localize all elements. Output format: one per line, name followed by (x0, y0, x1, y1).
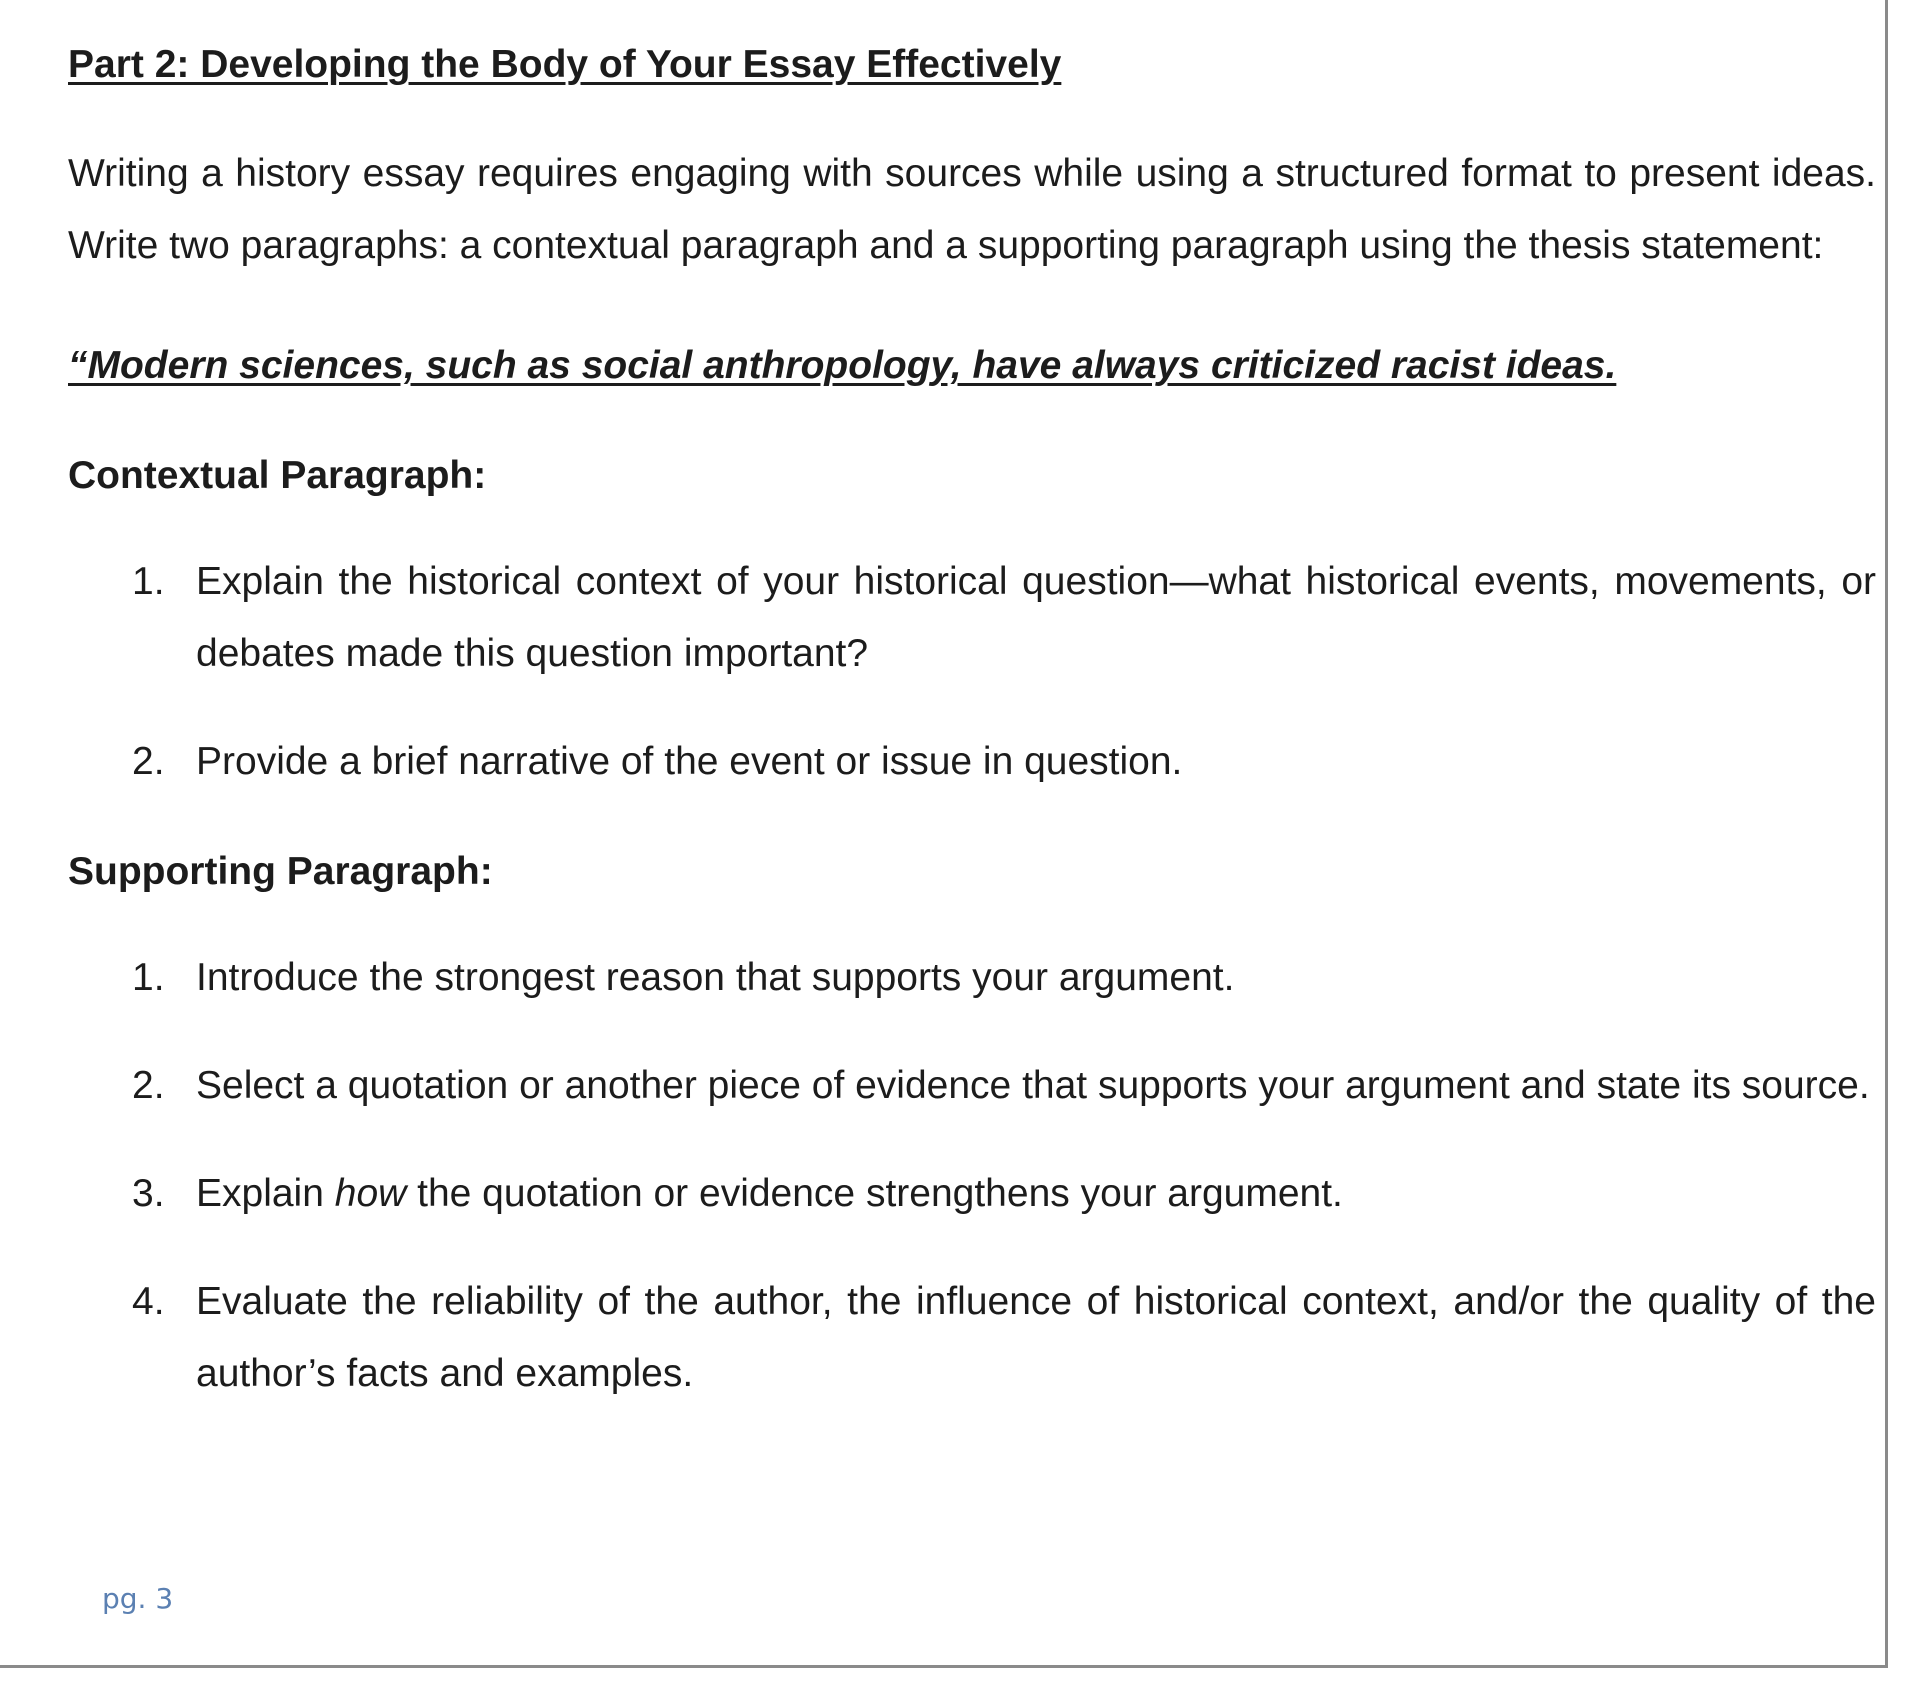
list-item (68, 1050, 1876, 1122)
supporting-steps-list (68, 942, 1876, 1410)
emphasized-word: how (334, 1172, 407, 1215)
contextual-paragraph-title: Contextual Paragraph: (68, 454, 487, 497)
list-item-text (196, 1172, 1343, 1215)
supporting-paragraph-title: Supporting Paragraph: (68, 850, 493, 893)
contextual-steps-list (68, 546, 1876, 798)
list-item-number: 4. (132, 1280, 165, 1323)
list-item-text: Evaluate the reliability of the author, the influence of historical context, and/or the quality of the author’s facts and examples. (196, 1280, 1876, 1395)
page-number: pg. 3 (102, 1582, 174, 1615)
document-heading: Part 2: Developing the Body of Your Essay Effectively (68, 43, 1062, 86)
list-item-number: 3. (132, 1172, 165, 1215)
list-item-number: 1. (132, 956, 165, 999)
list-item-text: Explain the historical context of your historical question—what historical events, movements, or debates made this question important? (196, 560, 1876, 675)
list-item-text-end: the quotation or evidence strengthens your argument. (406, 1172, 1343, 1215)
list-item (68, 1158, 1876, 1230)
thesis-statement: “Modern sciences, such as social anthropology, have always criticized racist ideas. (68, 344, 1617, 387)
list-item-text: Introduce the strongest reason that supports your argument. (196, 956, 1235, 999)
intro-paragraph: Writing a history essay requires engaging with sources while using a structured format to present ideas. Write two paragraphs: a contextual paragraph and a supporting paragraph using the thesis statement: (68, 152, 1876, 267)
list-item-text: Provide a brief narrative of the event or issue in question. (196, 740, 1183, 783)
list-item-number: 2. (132, 740, 165, 783)
list-item (68, 546, 1876, 690)
list-item (68, 942, 1876, 1014)
list-item (68, 1266, 1876, 1410)
list-item-text: Select a quotation or another piece of evidence that supports your argument and state its source. (196, 1064, 1870, 1107)
document-content (68, 40, 1876, 1410)
list-item (68, 726, 1876, 798)
list-item-text-start: Explain (196, 1172, 335, 1215)
list-item-number: 1. (132, 560, 165, 603)
list-item-number: 2. (132, 1064, 165, 1107)
